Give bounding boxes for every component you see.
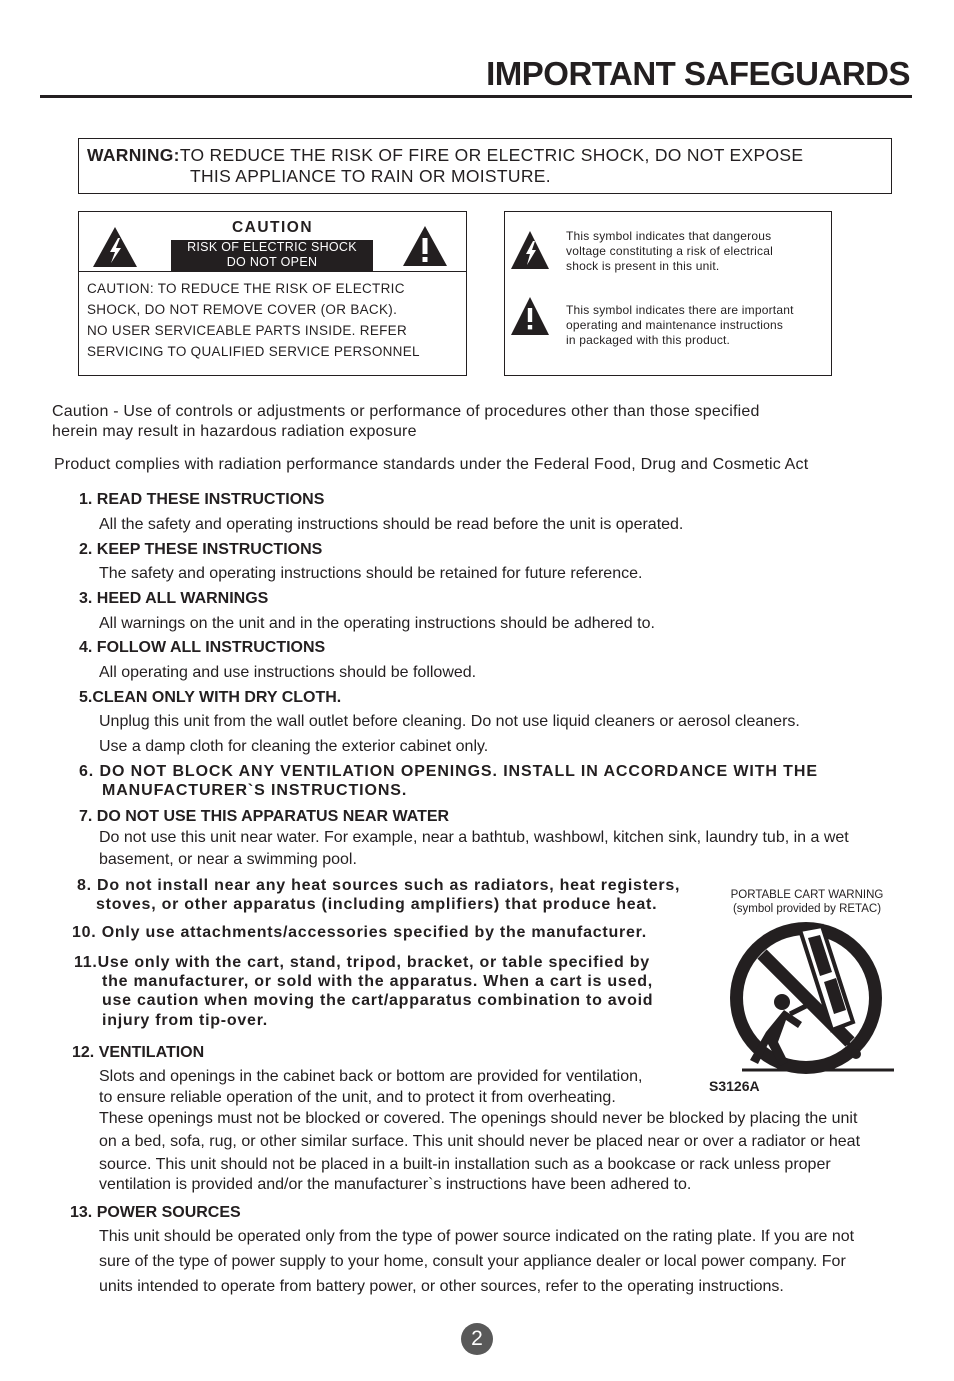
- cart-warning-caption-1: PORTABLE CART WARNING: [730, 889, 884, 901]
- exclamation-triangle-icon: [510, 296, 550, 341]
- item-3-body: All warnings on the unit and in the operating instructions should be adhered to.: [99, 615, 655, 632]
- item-12-body-3: These openings must not be blocked or covered. The openings should never be blocked by placing the unit: [99, 1110, 858, 1127]
- caution-heading: CAUTION: [231, 219, 314, 236]
- item-4-body: All operating and use instructions should be followed.: [99, 664, 477, 681]
- item-13-body-3: units intended to operate from battery power, or other sources, refer to the operating instructions.: [99, 1278, 784, 1295]
- warning-label: WARNING:: [87, 145, 180, 165]
- risk-line-2: DO NOT OPEN: [226, 255, 318, 269]
- item-12-body-1: Slots and openings in the cabinet back or bottom are provided for ventilation,: [99, 1068, 643, 1085]
- item-6-line-2: MANUFACTURER`S INSTRUCTIONS.: [102, 782, 408, 799]
- item-11-line-3: use caution when moving the cart/apparatus combination to avoid: [102, 992, 654, 1009]
- warning-line-1: [87, 145, 803, 166]
- page-number: 2: [461, 1323, 493, 1355]
- item-2-body: The safety and operating instructions should be retained for future reference.: [99, 565, 643, 582]
- item-1-body: All the safety and operating instructions should be read before the unit is operated.: [99, 516, 684, 533]
- item-13-body-1: This unit should be operated only from the type of power source indicated on the rating plate. If you are not: [99, 1228, 855, 1245]
- exclamation-triangle-icon: [402, 225, 448, 272]
- item-5-body-1: Unplug this unit from the wall outlet before cleaning. Do not use liquid cleaners or aerosol cleaners.: [99, 713, 800, 730]
- item-11-line-4: injury from tip-over.: [102, 1012, 268, 1029]
- symbol-1-line: This symbol indicates that dangerous: [566, 229, 772, 243]
- symbol-2-line: in packaged with this product.: [566, 333, 731, 347]
- item-7-title: 7. DO NOT USE THIS APPARATUS NEAR WATER: [79, 808, 450, 825]
- item-5-title: 5.CLEAN ONLY WITH DRY CLOTH.: [79, 689, 342, 706]
- caution-line: NO USER SERVICEABLE PARTS INSIDE. REFER: [87, 323, 408, 338]
- item-7-body-2: basement, or near a swimming pool.: [99, 851, 357, 868]
- item-13-title: 13. POWER SOURCES: [70, 1204, 241, 1221]
- symbol-1-line: voltage constituting a risk of electrical: [566, 244, 773, 258]
- item-12-body-5: source. This unit should not be placed in a built-in installation such as a bookcase or rack unless proper: [99, 1156, 831, 1173]
- radiation-caution: [52, 402, 760, 442]
- symbol-explanation-box: [504, 211, 832, 376]
- item-12-body-4: on a bed, sofa, rug, or other similar surface. This unit should never be placed near or over a radiator or heat: [99, 1133, 861, 1150]
- caution-divider: [79, 271, 466, 272]
- caution-line: SHOCK, DO NOT REMOVE COVER (OR BACK).: [87, 302, 398, 317]
- cart-warning-caption: [712, 888, 902, 916]
- item-12-body-2: to ensure reliable operation of the unit, and to protect it from overheating.: [99, 1089, 616, 1106]
- radiation-caution-line-2: herein may result in hazardous radiation exposure: [52, 423, 417, 440]
- item-4-title: 4. FOLLOW ALL INSTRUCTIONS: [79, 639, 326, 656]
- title-divider: [40, 95, 912, 98]
- warning-text-1: TO REDUCE THE RISK OF FIRE OR ELECTRIC SHOCK, DO NOT EXPOSE: [179, 145, 804, 165]
- cart-tip-over-icon: [728, 918, 898, 1088]
- caution-box: [78, 211, 467, 376]
- compliance-statement: Product complies with radiation performance standards under the Federal Food, Drug and Cosmetic Act: [54, 456, 809, 473]
- warning-text-2: THIS APPLIANCE TO RAIN OR MOISTURE.: [190, 166, 551, 186]
- page-title: IMPORTANT SAFEGUARDS: [486, 55, 910, 92]
- risk-of-shock-bar: [171, 240, 373, 271]
- item-6-line-1: 6. DO NOT BLOCK ANY VENTILATION OPENINGS. INSTALL IN ACCORDANCE WITH THE: [79, 763, 818, 780]
- symbol-2-line: operating and maintenance instructions: [566, 318, 784, 332]
- item-12-title: 12. VENTILATION: [72, 1044, 205, 1061]
- item-8-line-2: stoves, or other apparatus (including amplifiers) that produce heat.: [96, 896, 658, 913]
- lightning-triangle-icon: [510, 230, 550, 275]
- item-1-title: 1. READ THESE INSTRUCTIONS: [79, 491, 325, 508]
- warning-box: [78, 138, 892, 194]
- caution-line: CAUTION: TO REDUCE THE RISK OF ELECTRIC: [87, 281, 405, 296]
- symbol-1-text: [566, 229, 773, 274]
- item-5-body-2: Use a damp cloth for cleaning the exterior cabinet only.: [99, 738, 489, 755]
- risk-line-1: RISK OF ELECTRIC SHOCK: [187, 240, 357, 254]
- item-12-body-6: ventilation is provided and/or the manufacturer`s instructions have been adhered to.: [99, 1176, 692, 1193]
- item-13-body-2: sure of the type of power supply to your home, consult your appliance dealer or local power company. For: [99, 1253, 846, 1270]
- symbol-1-line: shock is present in this unit.: [566, 259, 720, 273]
- cart-warning-code: S3126A: [709, 1078, 760, 1094]
- cart-warning-caption-2: (symbol provided by RETAC): [732, 903, 882, 915]
- caution-text: [87, 278, 420, 362]
- item-8-line-1: 8. Do not install near any heat sources such as radiators, heat registers,: [77, 877, 681, 894]
- item-2-title: 2. KEEP THESE INSTRUCTIONS: [79, 541, 323, 558]
- item-10-line: 10. Only use attachments/accessories specified by the manufacturer.: [72, 924, 647, 941]
- radiation-caution-line-1: Caution - Use of controls or adjustments or performance of procedures other than those specified: [52, 403, 760, 420]
- item-7-body-1: Do not use this unit near water. For example, near a bathtub, washbowl, kitchen sink, laundry tub, in a wet: [99, 829, 849, 846]
- symbol-2-text: [566, 303, 794, 348]
- symbol-2-line: This symbol indicates there are important: [566, 303, 794, 317]
- caution-line: SERVICING TO QUALIFIED SERVICE PERSONNEL: [87, 344, 420, 359]
- item-11-line-2: the manufacturer, or sold with the apparatus. When a cart is used,: [102, 973, 653, 990]
- item-3-title: 3. HEED ALL WARNINGS: [79, 590, 269, 607]
- item-11-line-1: 11.Use only with the cart, stand, tripod, bracket, or table specified by: [74, 954, 650, 971]
